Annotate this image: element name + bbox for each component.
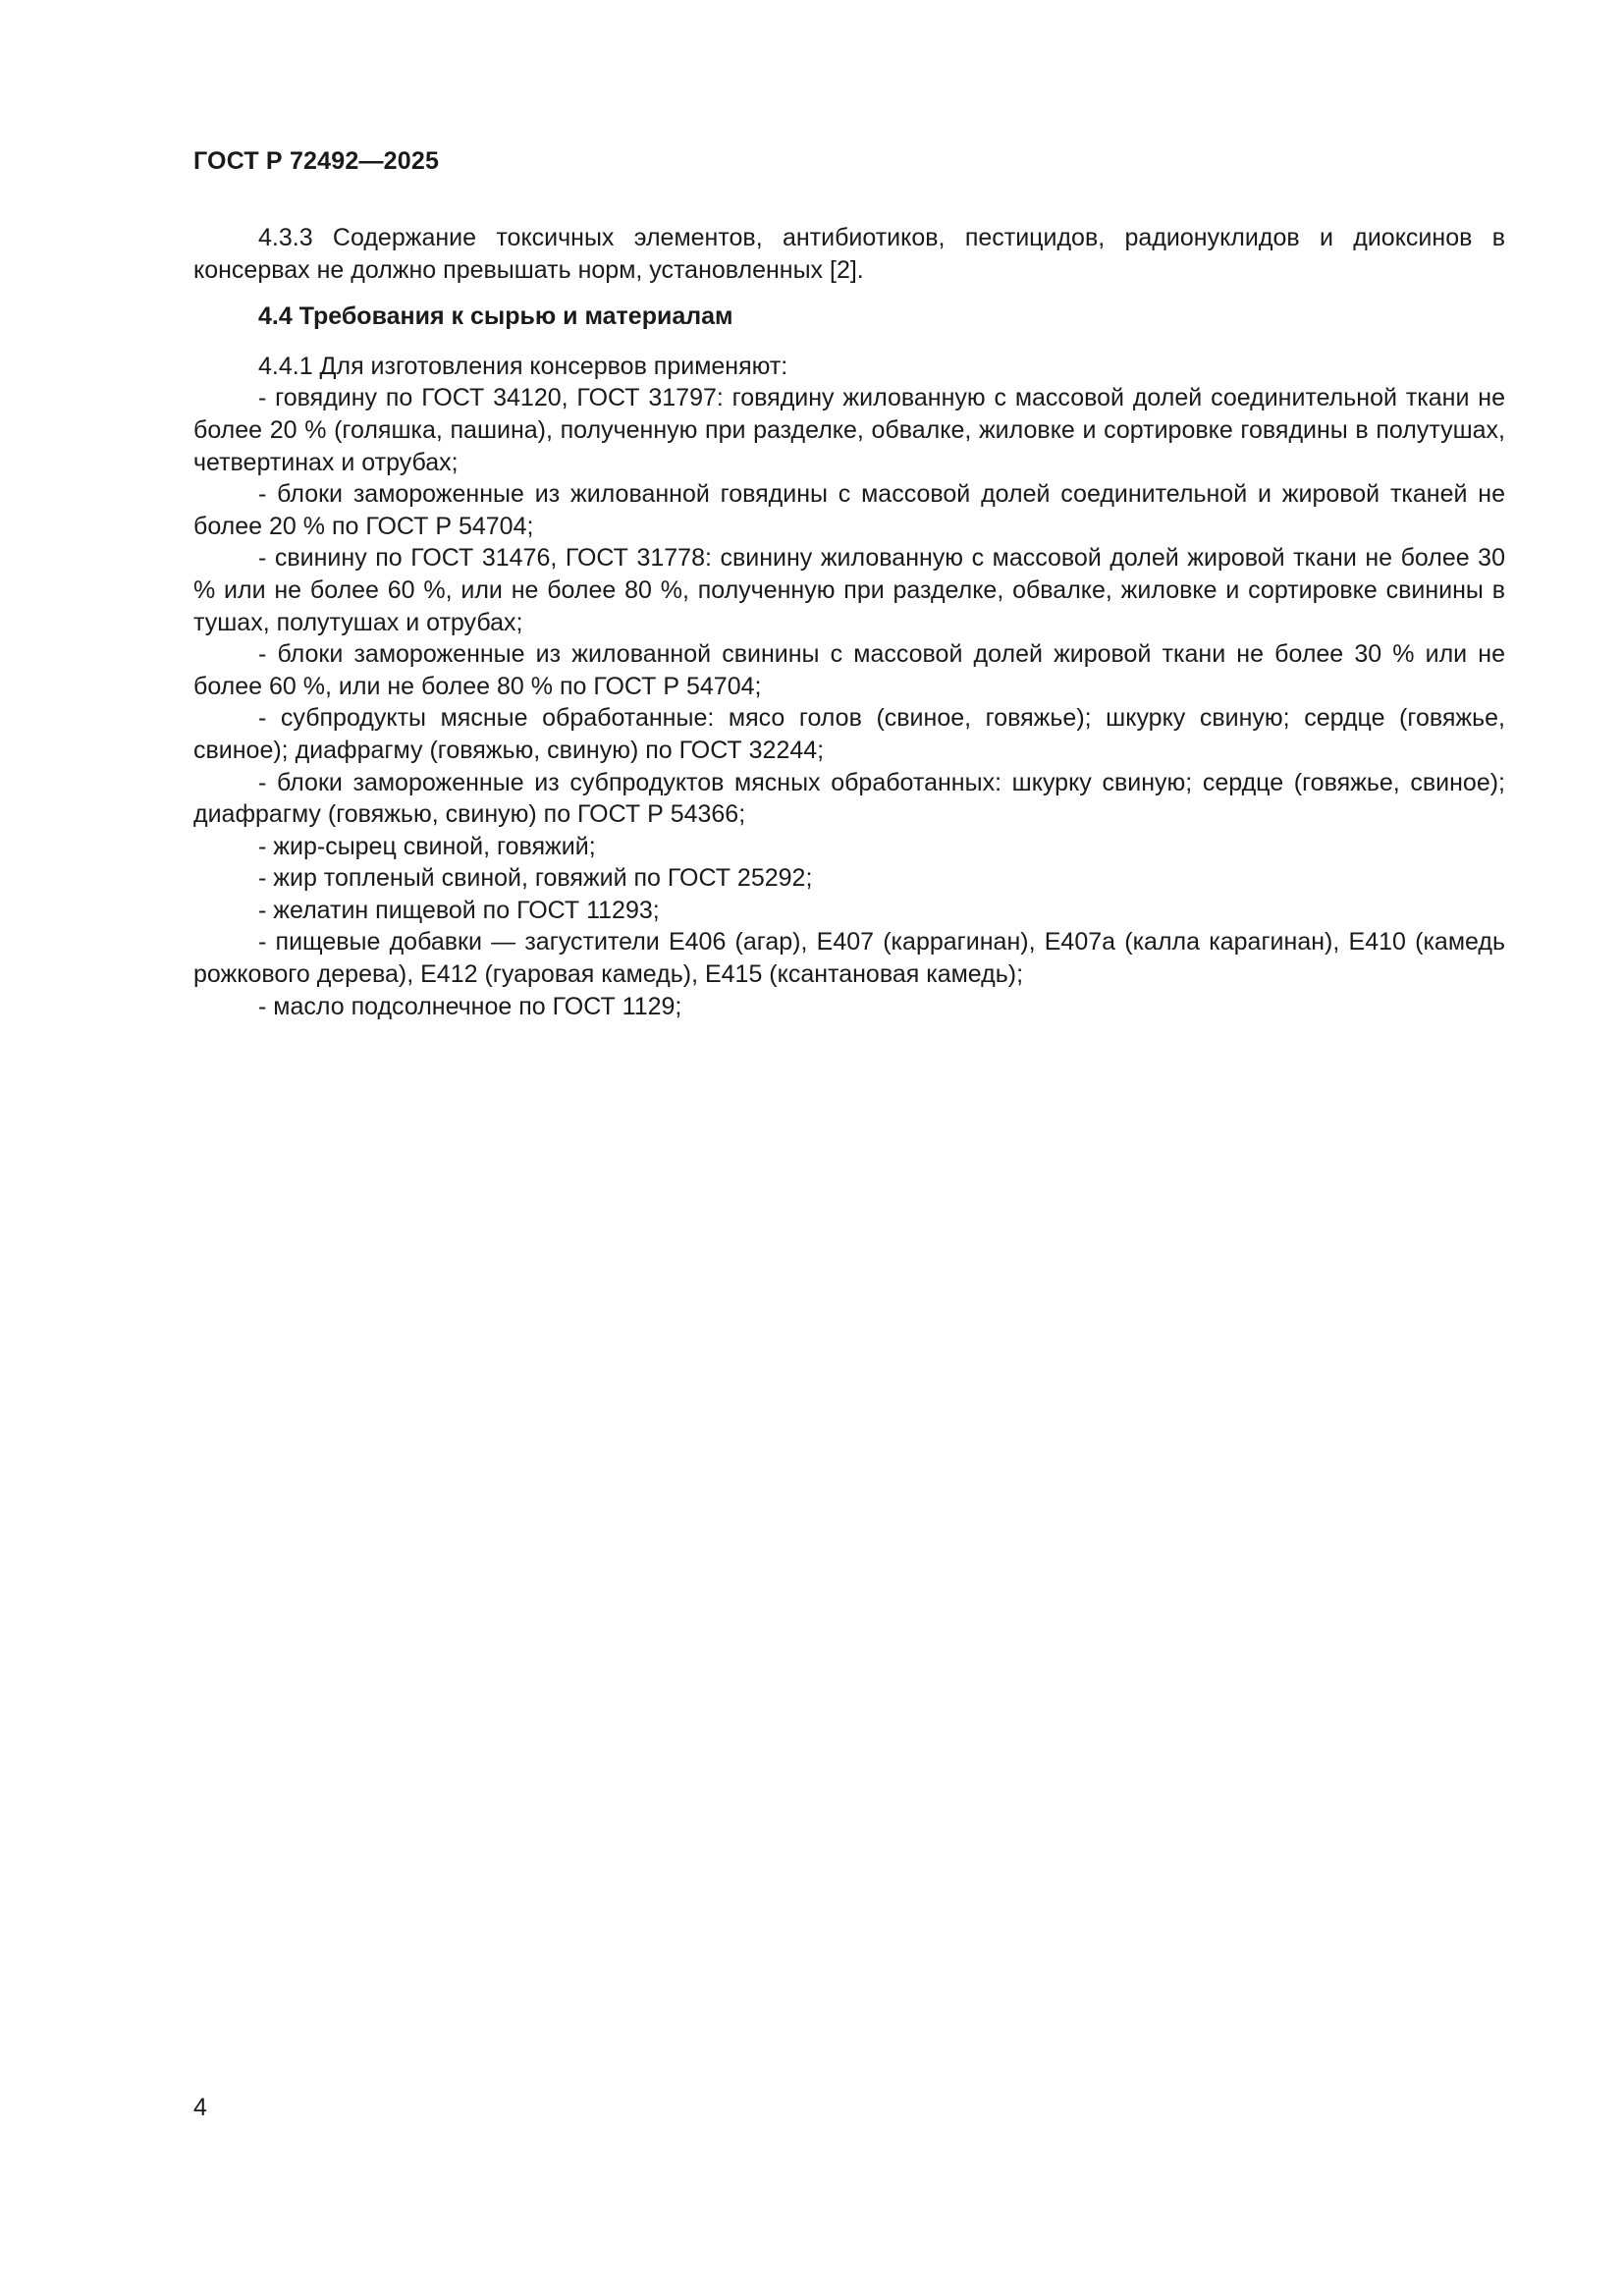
list-item: - блоки замороженные из субпродуктов мясных обработанных: шкурку свиную; сердце (говяжье, свиное); диафрагму (говяжью, свиную) по ГОСТ Р 54366;	[193, 768, 1505, 829]
list-item: - пищевые добавки — загустители Е406 (агар), Е407 (каррагинан), Е407а (калла карагинан), Е410 (камедь рожкового дерева), Е412 (гуаровая камедь), Е415 (ксантановая камедь);	[193, 928, 1505, 989]
document-body	[193, 222, 1505, 1022]
list-item: - жир-сырец свиной, говяжий;	[258, 832, 596, 860]
document-header: ГОСТ Р 72492—2025	[193, 147, 440, 175]
list-item: - блоки замороженные из жилованной свинины с массовой долей жировой ткани не более 30 % или не более 60 %, или не более 80 % по ГОСТ Р 54704;	[193, 640, 1505, 700]
list-item: - свинину по ГОСТ 31476, ГОСТ 31778: свинину жилованную с массовой долей жировой ткани не более 30 % или не более 60 %, или не более 80 %, полученную при разделке, обвалке, жиловке и сортировке свинины в тушах, полутушах и отрубах;	[193, 544, 1505, 636]
list-item: - масло подсолнечное по ГОСТ 1129;	[258, 992, 682, 1020]
clause-4-4-1-intro: 4.4.1 Для изготовления консервов применяют:	[258, 352, 788, 380]
clause-4-3-3: 4.3.3 Содержание токсичных элементов, антибиотиков, пестицидов, радионуклидов и диоксинов в консервах не должно превышать норм, установленных [2].	[193, 224, 1505, 284]
list-item: - субпродукты мясные обработанные: мясо голов (свиное, говяжье); шкурку свиную; сердце (говяжье, свиное); диафрагму (говяжью, свиную) по ГОСТ 32244;	[193, 704, 1505, 764]
list-item: - блоки замороженные из жилованной говядины с массовой долей соединительной и жировой тканей не более 20 % по ГОСТ Р 54704;	[193, 480, 1505, 540]
list-item: - жир топленый свиной, говяжий по ГОСТ 25292;	[258, 864, 813, 893]
list-item: - желатин пищевой по ГОСТ 11293;	[258, 896, 660, 924]
list-item: - говядину по ГОСТ 34120, ГОСТ 31797: говядину жилованную с массовой долей соединительной ткани не более 20 % (голяшка, пашина), полученную при разделке, обвалке, жиловке и сортировке говядины в полутушах, четвертинах и отрубах;	[193, 384, 1505, 476]
page-number: 4	[193, 2094, 207, 2121]
materials-list	[193, 382, 1505, 1022]
section-heading-4-4: 4.4 Требования к сырью и материалам	[258, 302, 733, 331]
